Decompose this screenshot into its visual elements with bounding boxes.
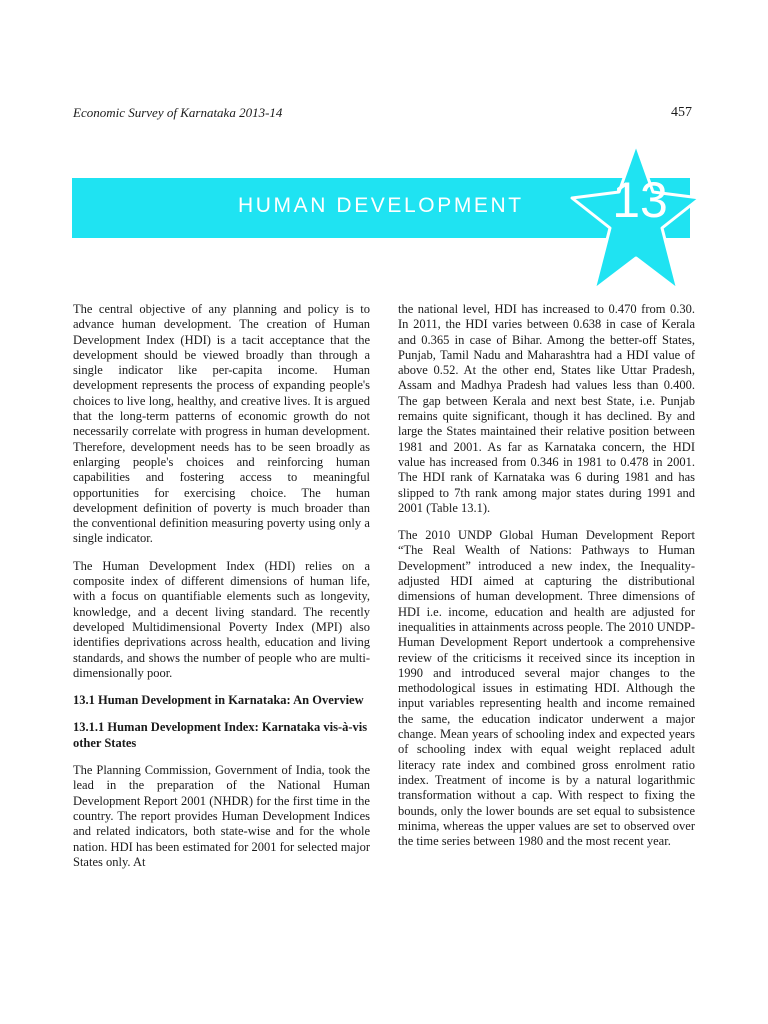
right-column xyxy=(398,302,695,861)
nhdr-paragraph: The Planning Commission, Government of India, took the lead in the preparation of the National Human Development Report 2001 (NHDR) for the first time in the country. The report provides Human Development Indices and related indicators, both state-wise and for the whole nation. HDI has been estimated for 2001 for selected major States only. At xyxy=(73,763,370,869)
subsection-heading: 13.1.1 Human Development Index: Karnataka vis-à-vis other States xyxy=(73,720,368,750)
left-column xyxy=(73,302,370,882)
intro-paragraph: The central objective of any planning and policy is to advance human development. The creation of Human Development Index (HDI) is a tacit acceptance that the development should be viewed broadly than through a single indicator like per-capita income. Human development represents the process of expanding people's choices to live long, healthy, and creative lives. It is argued that the long-term patterns of economic growth do not necessarily correlate with progress in human development. Therefore, development needs has to be seen broadly as enlarging people's choices and reinforcing human capabilities and fostering access to meaningful opportunities for exercising choice. The human development definition of poverty is much broader than the conventional definition measuring poverty using only a single indicator. xyxy=(73,302,370,546)
undp-report-paragraph: The 2010 UNDP Global Human Development Report “The Real Wealth of Nations: Pathways to Human Development” introduced a new index, the Inequality-adjusted HDI aimed at capturing the distributional dimensions of human development. Three dimensions of HDI i.e. income, education and health are adjusted for inequalities in attainments across people. The 2010 UNDP-Human Development Report undertook a comprehensive review of the criticisms it received since its inception in 1990 and introduced several major changes to the methodological issues in estimating HDI. Although the input variables representing health and income remained the same, the education indicator underwent a major change. Mean years of schooling index and expected years of schooling index with equal weight replaced adult literacy rate index and combined gross enrolment ratio index. Treatment of income is by a natural logarithmic transformation without a cap. With respect to fixing the bounds, only the lower bounds are set equal to subsistence minima, whereas the upper values are set to observed over the time series between 1980 and the most recent year. xyxy=(398,528,695,849)
chapter-number: 13 xyxy=(612,172,668,228)
chapter-title: HUMAN DEVELOPMENT xyxy=(238,194,524,217)
hdi-paragraph: The Human Development Index (HDI) relies on a composite index of different dimensions of human life, with a focus on quantifiable elements such as longevity, knowledge, and a decent living standard. The recently developed Multidimensional Poverty Index (MPI) also identifies deprivations across health, education and living standards, and shows the number of people who are multi-dimensionally poor. xyxy=(73,558,370,680)
section-heading: 13.1 Human Development in Karnataka: An Overview xyxy=(73,693,364,708)
page-number: 457 xyxy=(671,105,692,120)
hdi-states-paragraph: the national level, HDI has increased to 0.470 from 0.30. In 2011, the HDI varies between 0.638 in case of Kerala and 0.365 in case of Bihar. Among the better-off States, Punjab, Tamil Nadu and Maharashtra had a HDI value of above 0.52. At the other end, States like Uttar Pradesh, Assam and Madhya Pradesh had values less than 0.400. The gap between Kerala and next best State, i.e. Punjab remains quite significant, though it has declined. By and large the States maintained their relative position between 1981 and 2001. As far as Karnataka concern, the HDI value has increased from 0.346 in 1981 to 0.478 in 2001. The HDI rank of Karnataka was 6 during 1981 and has slipped to 7th rank among major states during 1991 and 2001 (Table 13.1). xyxy=(398,302,695,515)
running-head: Economic Survey of Karnataka 2013-14 xyxy=(73,105,283,120)
